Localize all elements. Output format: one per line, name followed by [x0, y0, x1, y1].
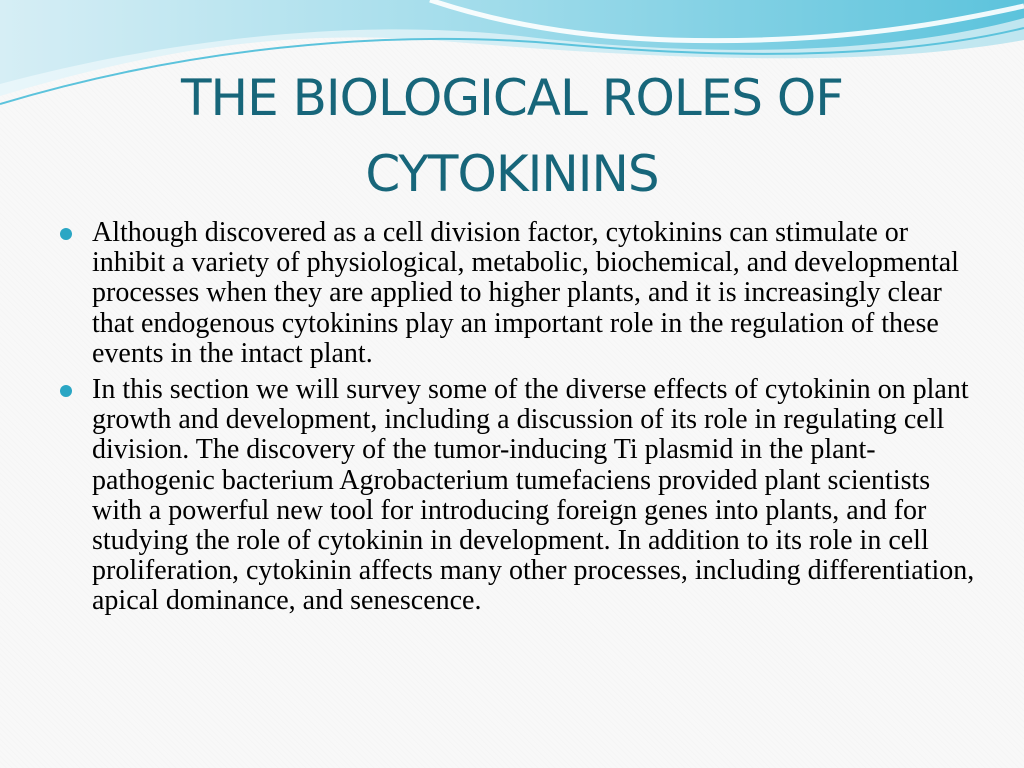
bullet-item	[58, 375, 978, 617]
bullet-dot-icon	[60, 228, 72, 240]
slide-title	[60, 60, 964, 212]
bullet-text: In this section we will survey some of the diverse effects of cytokinin on plant growth and development, including a discussion of its role in regulating cell division. The discovery of the tumor-inducing Ti plasmid in the plant-pathogenic bacterium Agrobacterium tumefaciens provided plant scientists with a powerful new tool for introducing foreign genes into plants, and for studying the role of cytokinin in development. In addition to its role in cell proliferation, cytokinin affects many other processes, including differentiation, apical dominance, and senescence.	[92, 374, 975, 617]
slide-title-line-1: THE BIOLOGICAL ROLES OF	[180, 69, 844, 127]
bullet-text: Although discovered as a cell division factor, cytokinins can stimulate or inhibit a variety of physiological, metabolic, biochemical, and developmental processes when they are applied to higher plants, and it is increasingly clear that endogenous cytokinins play an important role in the regulation of these events in the intact plant.	[92, 217, 959, 369]
bullet-item	[58, 218, 978, 369]
bullet-list	[58, 218, 978, 623]
bullet-dot-icon	[60, 385, 72, 397]
slide-title-line-2: CYTOKININS	[365, 145, 659, 203]
